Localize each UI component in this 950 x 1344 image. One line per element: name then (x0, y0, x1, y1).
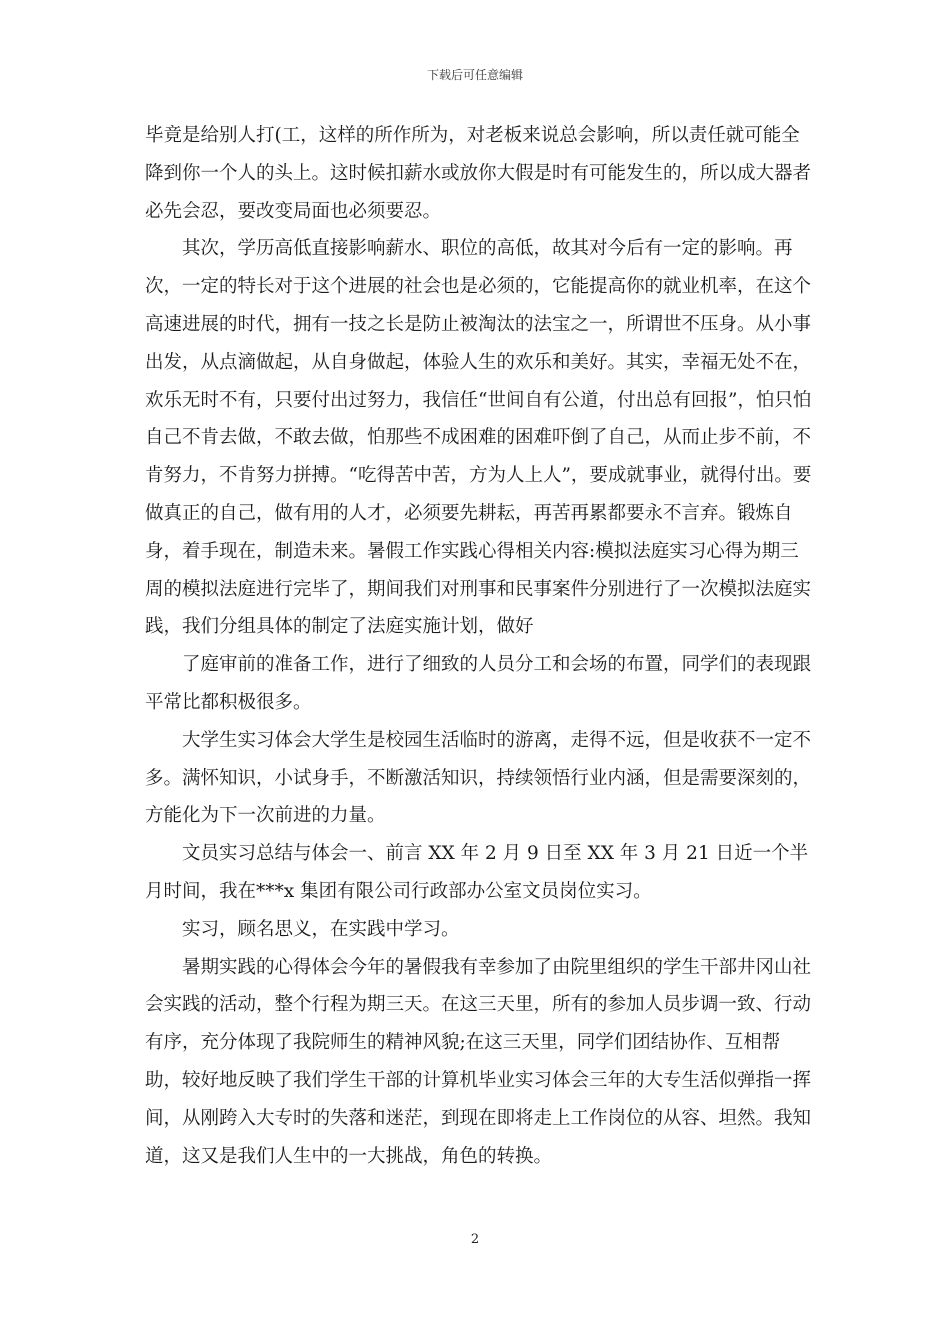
paragraph: 其次，学历高低直接影响薪水、职位的高低，故其对今后有一定的影响。再次，一定的特长对于这个进展的社会也是必须的，它能提高你的就业机率，在这个高速进展的时代，拥有一技之长是防止被淘汰的法宝之一，所谓世不压身。从小事出发，从点滴做起，从自身做起，体验人生的欢乐和美好。其实，幸福无处不在，欢乐无时不有，只要付出过努力，我信任“世间自有公道，付出总有回报”，怕只怕自己不肯去做，不敢去做，怕那些不成困难的困难吓倒了自己，从而止步不前，不肯努力，不肯努力拼搏。“吃得苦中苦，方为人上人”，要成就事业，就得付出。要做真正的自己，做有用的人才，必须要先耕耘，再苦再累都要永不言弃。锻炼自身，着手现在，制造未来。暑假工作实践心得相关内容:模拟法庭实习心得为期三周的模拟法庭进行完毕了，期间我们对刑事和民事案件分别进行了一次模拟法庭实践，我们分组具体的制定了法庭实施计划，做好 (145, 238, 812, 638)
page-header: 下载后可任意编辑 (426, 68, 523, 82)
page-number: 2 (470, 1232, 480, 1247)
paragraph: 毕竟是给别人打(工，这样的所作所为，对老板来说总会影响，所以责任就可能全降到你一个人的头上。这时候扣薪水或放你大假是时有可能发生的，所以成大器者必先会忍，要改变局面也必须要忍。 (145, 125, 812, 222)
document-body (145, 117, 815, 1175)
paragraph: 实习，顾名思义，在实践中学习。 (182, 918, 460, 940)
paragraph: 大学生实习体会大学生是校园生活临时的游离，走得不远，但是收获不一定不多。满怀知识，小试身手，不断激活知识，持续领悟行业内涵，但是需要深刻的，方能化为下一次前进的力量。 (145, 729, 812, 827)
paragraph: 文员实习总结与体会一、前言 XX 年 2 月 9 日至 XX 年 3 月 21 日近一个半月时间，我在***x 集团有限公司行政部办公室文员岗位实习。 (145, 843, 809, 902)
paragraph: 暑期实践的心得体会今年的暑假我有幸参加了由院里组织的学生干部井冈山社会实践的活动，整个行程为期三天。在这三天里，所有的参加人员步调一致、行动有序，充分体现了我院师生的精神风貌;在这三天里，同学们团结协作、互相帮助，较好地反映了我们学生干部的计算机毕业实习体会三年的大专生活似弹指一挥间，从刚跨入大专时的失落和迷茫，到现在即将走上工作岗位的从容、坦然。我知道，这又是我们人生中的一大挑战，角色的转换。 (145, 956, 812, 1167)
paragraph: 了庭审前的准备工作，进行了细致的人员分工和会场的布置，同学们的表现跟平常比都积极很多。 (145, 654, 812, 713)
